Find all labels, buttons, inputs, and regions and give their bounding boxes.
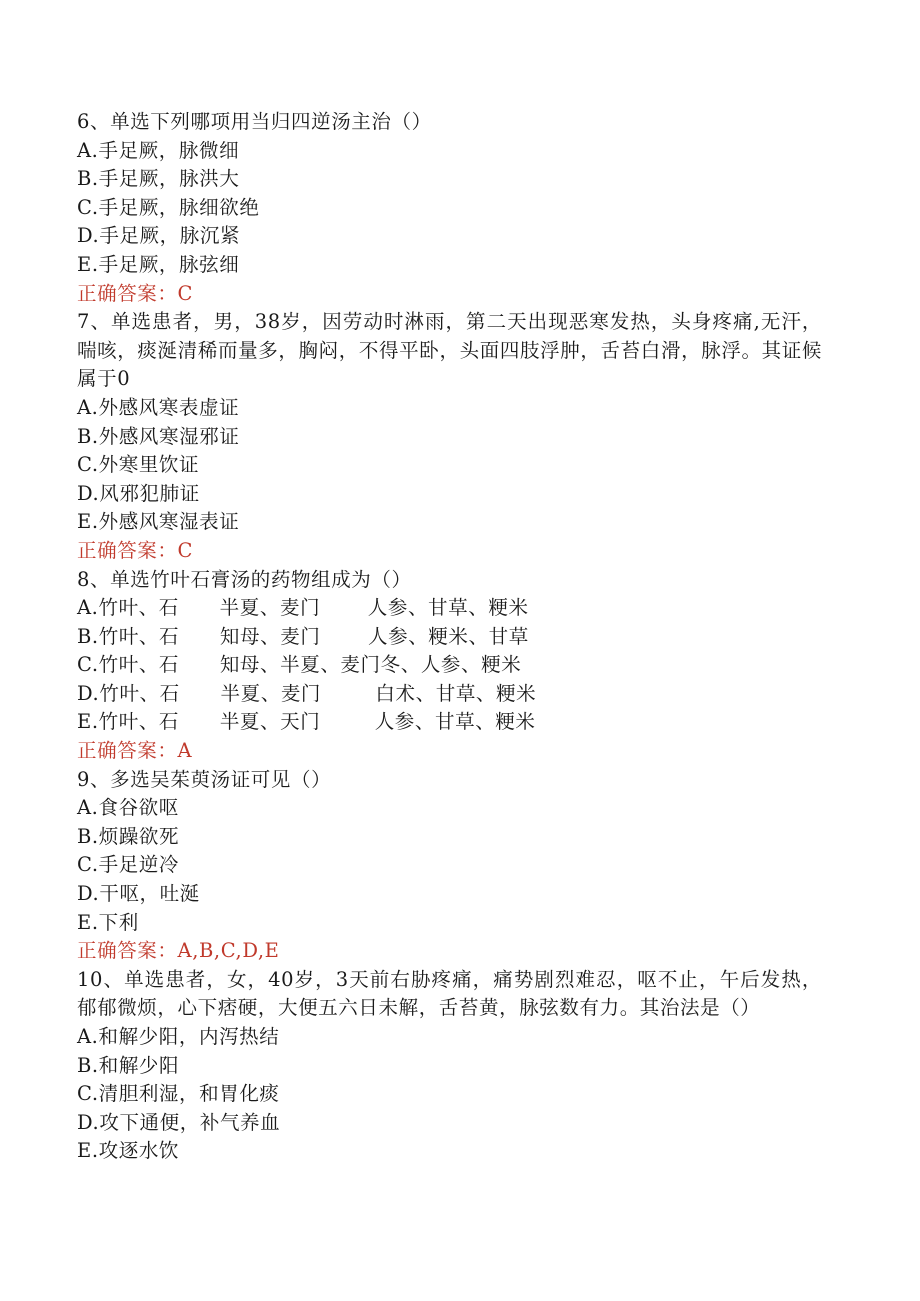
option-d: D.攻下通便，补气养血 bbox=[77, 1110, 281, 1134]
answer-label: 正确答案： bbox=[77, 538, 178, 562]
option-b: B.烦躁欲死 bbox=[77, 824, 180, 848]
exam-page bbox=[77, 108, 822, 1166]
option-d: D.竹叶、石 半夏、麦门 白术、甘草、粳米 bbox=[77, 681, 537, 705]
option-a: A.食谷欲呕 bbox=[77, 796, 179, 820]
option-b: B.和解少阳 bbox=[77, 1053, 180, 1077]
answer-value: C bbox=[177, 281, 194, 305]
answer-label: 正确答案： bbox=[77, 281, 178, 305]
option-c: C.手足逆冷 bbox=[77, 853, 180, 877]
option-a: A.和解少阳，内泻热结 bbox=[77, 1025, 280, 1048]
answer-label: 正确答案： bbox=[77, 739, 178, 763]
answer-value: C bbox=[177, 538, 194, 562]
question-stem: 8、单选竹叶石膏汤的药物组成为（） bbox=[77, 567, 412, 591]
question-10 bbox=[77, 966, 822, 1166]
option-c: C.手足厥，脉细欲绝 bbox=[77, 195, 260, 219]
option-d: D.手足厥，脉沉紧 bbox=[77, 224, 241, 248]
option-e: E.外感风寒湿表证 bbox=[77, 510, 240, 534]
option-c: C.清胆利湿，和胃化痰 bbox=[77, 1082, 280, 1106]
answer-value: A,B,C,D,E bbox=[177, 939, 280, 963]
correct-answer bbox=[77, 537, 822, 566]
option-a: A.外感风寒表虚证 bbox=[77, 395, 240, 419]
question-stem: 9、多选吴茱萸汤证可见（） bbox=[77, 767, 332, 791]
question-6 bbox=[77, 108, 822, 308]
option-b: B.竹叶、石 知母、麦门 人参、粳米、甘草 bbox=[77, 624, 529, 648]
question-stem: 7、单选患者，男，38岁，因劳动时淋雨，第二天出现恶寒发热，头身疼痛,无汗，喘咳，痰涎清稀而量多，胸闷，不得平卧，头面四肢浮肿，舌苔白滑，脉浮。其证候属于0 bbox=[77, 310, 822, 391]
option-e: E.下利 bbox=[77, 910, 139, 934]
option-e: E.竹叶、石 半夏、天门 人参、甘草、粳米 bbox=[77, 710, 536, 734]
option-c: C.竹叶、石 知母、半夏、麦门冬、人参、粳米 bbox=[77, 653, 522, 677]
correct-answer bbox=[77, 937, 822, 966]
question-stem: 6、单选下列哪项用当归四逆汤主治（） bbox=[77, 110, 432, 133]
option-b: B.外感风寒湿邪证 bbox=[77, 424, 240, 448]
option-d: D.风邪犯肺证 bbox=[77, 481, 200, 505]
correct-answer bbox=[77, 737, 822, 766]
question-9 bbox=[77, 766, 822, 966]
option-a: A.手足厥，脉微细 bbox=[77, 138, 240, 162]
question-stem: 10、单选患者，女，40岁，3天前右胁疼痛，痛势剧烈难忍，呕不止，午后发热，郁郁微烦，心下痞硬，大便五六日未解，舌苔黄，脉弦数有力。其治法是（） bbox=[77, 967, 822, 1020]
option-a: A.竹叶、石 半夏、麦门 人参、甘草、粳米 bbox=[77, 596, 529, 620]
answer-value: A bbox=[177, 739, 193, 763]
option-e: E.手足厥，脉弦细 bbox=[77, 252, 240, 276]
question-8 bbox=[77, 566, 822, 766]
option-c: C.外寒里饮证 bbox=[77, 453, 200, 477]
question-7 bbox=[77, 308, 822, 565]
answer-label: 正确答案： bbox=[77, 939, 178, 963]
option-d: D.干呕，吐涎 bbox=[77, 882, 200, 906]
correct-answer bbox=[77, 280, 822, 309]
option-b: B.手足厥，脉洪大 bbox=[77, 167, 240, 191]
option-e: E.攻逐水饮 bbox=[77, 1139, 180, 1163]
